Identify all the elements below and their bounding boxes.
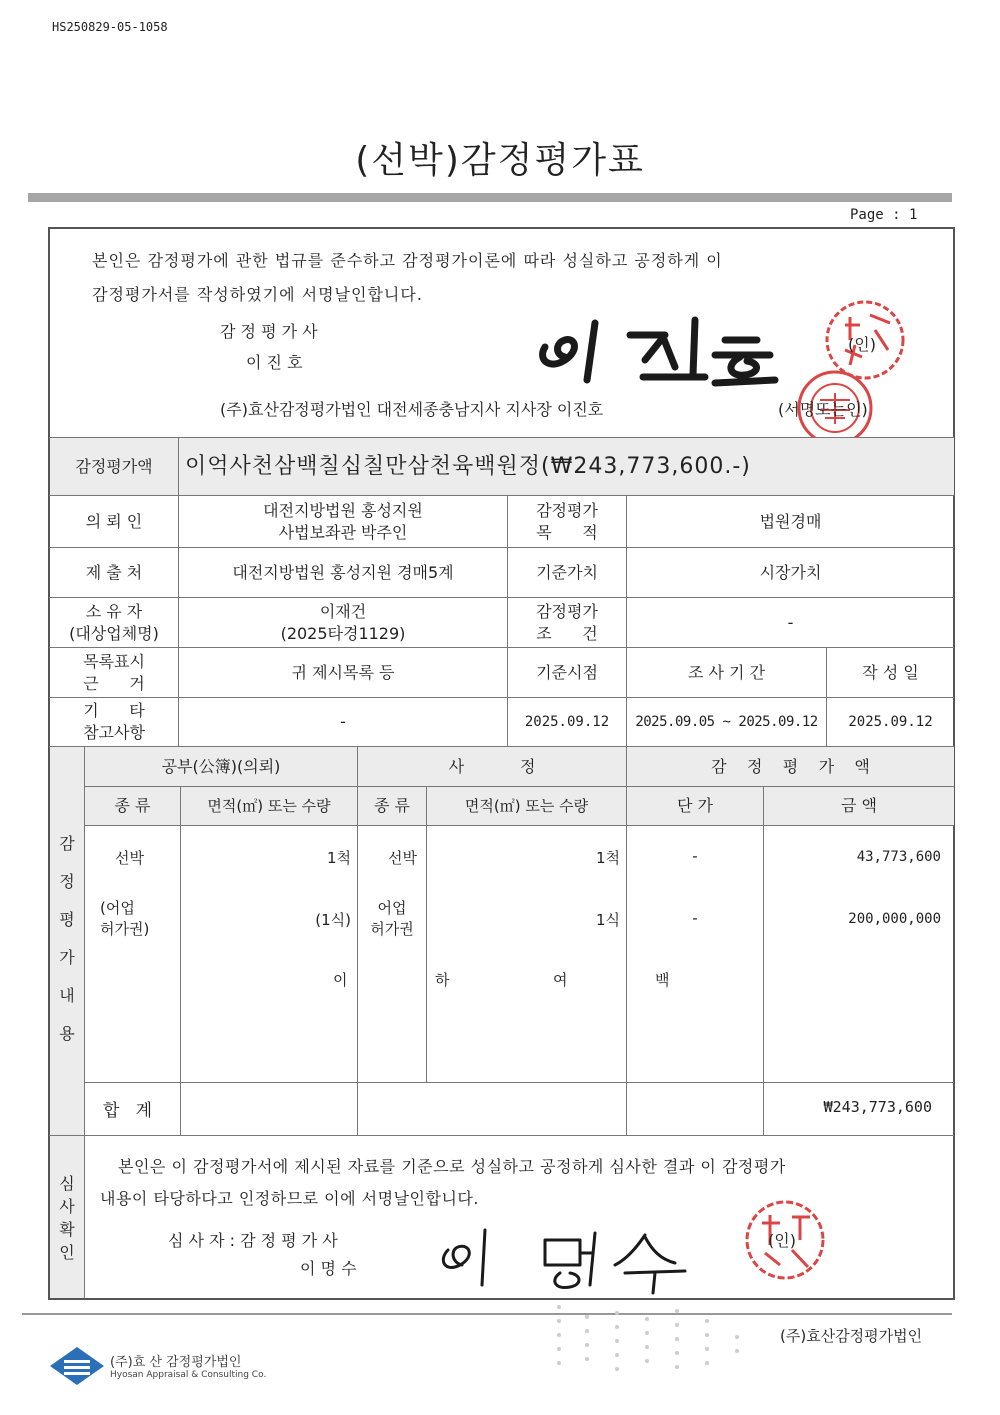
client-value	[179, 496, 507, 547]
row2-qty-2: 1식	[595, 911, 620, 929]
side-char: 가	[59, 948, 75, 967]
condition-label-2: 조 건	[536, 623, 598, 643]
amount-value: 이억사천삼백칠십칠만삼천육백원정(₩243,773,600.-)	[179, 438, 954, 495]
owner-label	[50, 598, 178, 647]
review-side-label	[50, 1172, 84, 1264]
survey-period-label: 조 사 기 간	[687, 662, 766, 682]
col-area: 면적(㎡) 또는 수량	[207, 797, 331, 815]
owner-line-1: 이재건	[319, 601, 367, 621]
row1-unit: -	[692, 847, 698, 865]
group-survey-header: 사 정	[448, 757, 536, 776]
declaration-line-1: 본인은 감정평가에 관한 법규를 준수하고 감정평가이론에 따라 성실하고 공정하게 이	[92, 251, 723, 270]
side-char: 정	[59, 872, 75, 891]
list-basis-label-2: 근 거	[83, 673, 145, 693]
row2-amount: 200,000,000	[848, 911, 941, 927]
other-value: -	[340, 712, 346, 731]
list-basis-label-1: 목록표시	[83, 651, 145, 671]
divider	[426, 786, 427, 1082]
review-line-2: 내용이 타당하다고 인정하므로 이에 서명날인합니다.	[100, 1189, 479, 1208]
col-type: 종 류	[114, 796, 151, 815]
divider	[763, 786, 764, 1135]
row1-type-2: 선박	[388, 849, 417, 867]
other-label-2: 참고사항	[83, 723, 145, 742]
document-id: HS250829-05-1058	[52, 20, 168, 34]
row2-unit: -	[692, 909, 698, 927]
owner-label-2: (대상업체명)	[69, 623, 159, 643]
divider	[84, 1136, 85, 1298]
purpose-label-2: 목 적	[536, 522, 598, 542]
blank-marker-3: 여	[553, 971, 568, 989]
reviewer-title: 심 사 자 : 감 정 평 가 사	[168, 1231, 338, 1250]
blank-marker-2: 하	[435, 971, 450, 989]
appraiser-name: 이 진 호	[246, 353, 303, 372]
valuation-side-label	[50, 825, 84, 1053]
company-logo-icon	[46, 1345, 108, 1387]
owner-value	[179, 598, 507, 647]
footer-company: (주)효산감정평가법인	[780, 1327, 923, 1345]
owner-line-2: (2025타경1129)	[280, 623, 406, 643]
logo-name: (주)효 산 감정평가법인	[110, 1355, 242, 1370]
condition-value: -	[787, 612, 794, 632]
divider	[49, 1135, 954, 1136]
row1-qty: 1척	[326, 849, 351, 867]
appraiser-title: 감 정 평 가 사	[220, 322, 318, 341]
title-rule	[28, 193, 952, 202]
side-char: 인	[59, 1243, 75, 1262]
divider	[85, 825, 954, 826]
side-char: 심	[59, 1174, 75, 1193]
side-char: 평	[59, 910, 75, 929]
base-date-value: 2025.09.12	[524, 714, 610, 730]
client-line-2: 사법보좌관 박주인	[278, 522, 408, 542]
page-number: Page : 1	[850, 207, 918, 223]
written-date-label: 작 성 일	[862, 662, 919, 682]
blank-marker-1: 이	[333, 971, 348, 989]
base-date-label: 기준시점	[536, 662, 598, 682]
group-value-header: 감 정 평 가 액	[711, 757, 870, 776]
logo-subtitle: Hyosan Appraisal & Consulting Co.	[110, 1370, 267, 1380]
basis-value: 시장가치	[759, 562, 822, 582]
row1-type: 선박	[115, 849, 144, 867]
condition-label-1: 감정평가	[536, 601, 598, 621]
side-char: 용	[59, 1024, 75, 1043]
purpose-value: 법원경매	[759, 511, 822, 531]
divider	[180, 786, 181, 1135]
declaration-line-2: 감정평가서를 작성하였기에 서명날인합니다.	[92, 285, 423, 304]
group-public-header: 공부(公簿)(의뢰)	[161, 757, 281, 776]
row2-type: (어업 허가권)	[100, 899, 150, 938]
other-label	[50, 698, 178, 746]
client-line-1: 대전지방법원 홍성지원	[263, 500, 423, 520]
condition-label	[508, 598, 626, 647]
seal-perforation	[555, 1305, 755, 1375]
other-label-1: 기 타	[83, 701, 145, 720]
appraiser-seal-mark: (인)	[848, 335, 876, 354]
submit-value: 대전지방법원 홍성지원 경매5계	[232, 562, 454, 582]
row1-qty-2: 1척	[595, 849, 620, 867]
col-amount: 금 액	[841, 796, 877, 815]
row2-type-2: 어업 허가권	[370, 899, 414, 938]
col-area-2: 면적(㎡) 또는 수량	[464, 797, 589, 815]
purpose-label	[508, 496, 626, 547]
side-char: 감	[59, 834, 75, 853]
divider	[85, 1082, 954, 1083]
side-char: 확	[59, 1220, 75, 1239]
blank-marker-4: 백	[655, 971, 670, 989]
row1-amount: 43,773,600	[856, 849, 941, 865]
total-label: 합 계	[103, 1101, 153, 1121]
list-basis-value: 귀 제시목록 등	[291, 662, 395, 682]
reviewer-seal-mark: (인)	[768, 1231, 796, 1250]
col-unit-price: 단 가	[677, 796, 713, 815]
side-char: 내	[59, 986, 75, 1005]
total-value: ₩243,773,600	[823, 1098, 932, 1116]
reviewer-name: 이 명 수	[300, 1259, 357, 1278]
sign-note: (서명또는인)	[778, 400, 868, 419]
company-line: (주)효산감정평가법인 대전세종충남지사 지사장 이진호	[220, 400, 604, 419]
reviewer-signature	[430, 1215, 700, 1295]
amount-label: 감정평가액	[50, 438, 178, 495]
row2-qty: (1식)	[315, 911, 351, 929]
client-label: 의 뢰 인	[85, 511, 143, 531]
written-date-value: 2025.09.12	[848, 714, 933, 730]
submit-label: 제 출 처	[85, 562, 143, 582]
purpose-label-1: 감정평가	[536, 500, 598, 520]
side-char: 사	[59, 1197, 75, 1216]
review-line-1: 본인은 이 감정평가서에 제시된 자료를 기준으로 성실하고 공정하게 심사한 결과 이 감정평가	[118, 1157, 786, 1176]
basis-label: 기준가치	[536, 562, 598, 582]
col-type-2: 종 류	[374, 796, 410, 815]
owner-label-1: 소 유 자	[85, 601, 143, 621]
page-title: (선박)감정평가표	[355, 140, 645, 181]
list-basis-label	[50, 648, 178, 697]
survey-period-value: 2025.09.05 ~ 2025.09.12	[635, 714, 818, 730]
appraiser-signature	[525, 305, 785, 390]
footer-rule	[22, 1313, 952, 1315]
